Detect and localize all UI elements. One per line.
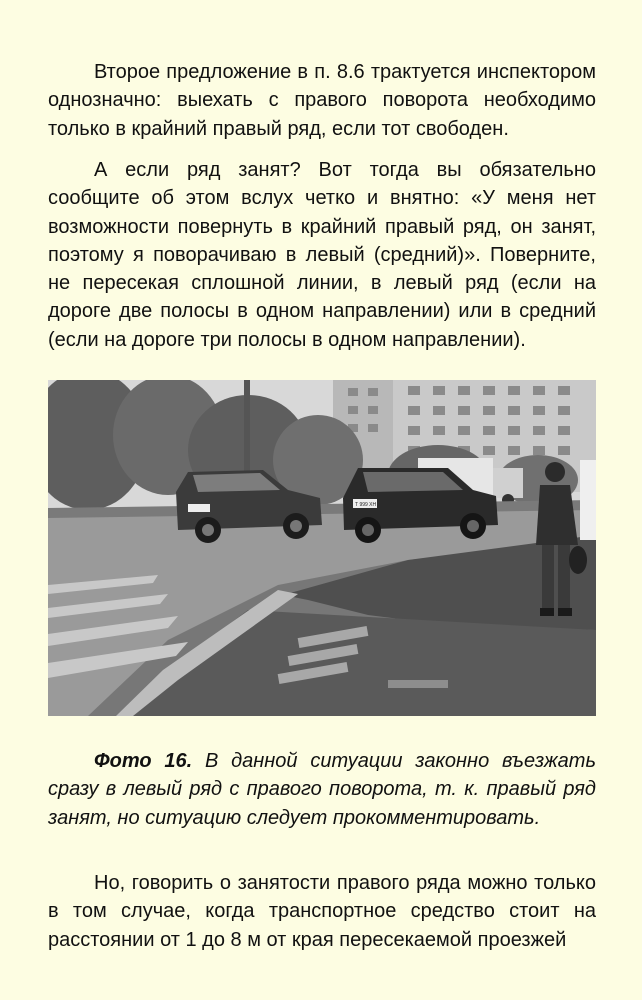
paragraph-2: А если ряд занят? Вот тогда вы обязательно сообщите об этом вслух четко и внятно: «У меня нет возможности повернуть в крайний правый ряд, он занят, поэтому я поворачиваю в левый (средний)». Поверните, не пересекая сплошной линии, в левый ряд (если на дороге две полосы в одном направлении) или в средний (если на дороге три полосы в одном направлении). <box>48 159 596 351</box>
photo-caption <box>48 747 596 832</box>
caption-label: Фото 16. <box>94 750 193 772</box>
photo-16 <box>48 380 596 716</box>
paragraph-3: Но, говорить о занятости правого ряда можно только в том случае, когда транспортное средство стоит на расстоянии от 1 до 8 м от края пересекаемой проезжей <box>48 872 596 951</box>
paragraph-1: Второе предложение в п. 8.6 трактуется инспектором однозначно: выехать с правого поворота необходимо только в крайний правый ряд, если тот свободен. <box>48 61 596 140</box>
license-plate: Т 999 ХН <box>355 502 377 508</box>
kiosk <box>580 460 596 540</box>
caption-text: В данной ситуации законно въезжать сразу в левый ряд с правого поворота, т. к. правый ряд занят, но ситуацию следует прокомментировать. <box>48 750 596 829</box>
